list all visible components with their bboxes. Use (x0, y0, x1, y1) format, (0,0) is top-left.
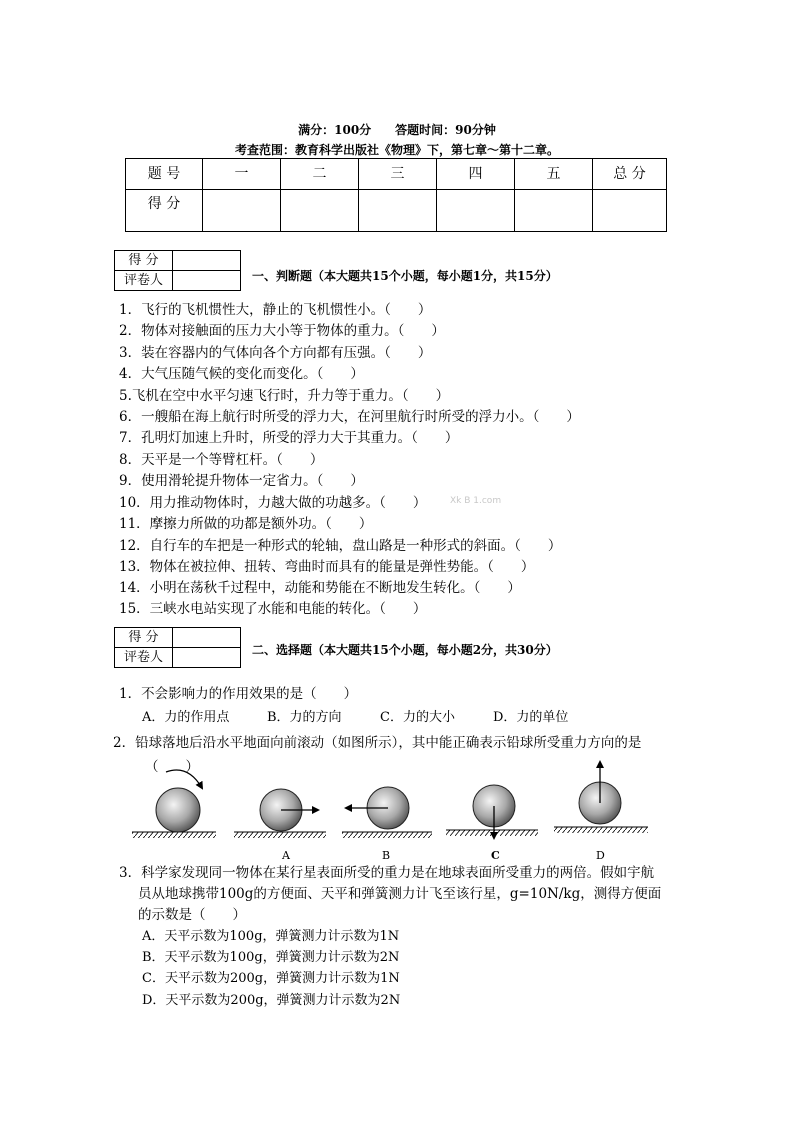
judge-question: 15．三峡水电站实现了水能和电能的转化。（ ） (119, 601, 427, 617)
score-cell[interactable] (593, 190, 667, 232)
q3-option-c: C．天平示数为200g，弹簧测力计示数为1N (142, 971, 400, 986)
judge-question: 1．飞行的飞机惯性大，静止的飞机惯性小。（ ） (119, 302, 432, 318)
judge-question: 7．孔明灯加速上升时，所受的浮力大于其重力。（ ） (119, 430, 459, 446)
option-b: B．力的方向 (267, 710, 342, 725)
judge-question: 11．摩擦力所做的功都是额外功。（ ） (119, 516, 373, 532)
q3-option-a: A．天平示数为100g，弹簧测力计示数为1N (142, 929, 400, 944)
choice-question-3-line2: 员从地球携带100g的方便面、天平和弹簧测力计飞至该行星，g=10N/kg，测得方便面 (138, 886, 662, 902)
choice-question-3-line3: 的示数是（ ） (138, 907, 246, 923)
judge-question: 12．自行车的车把是一种形式的轮轴，盘山路是一种形式的斜面。（ ） (119, 538, 562, 554)
score-header-cell: 一 (203, 159, 281, 190)
section1-title: 一、判断题（本大题共15个小题，每小题1分，共15分） (252, 269, 558, 283)
watermark: Xk B 1.com (450, 496, 502, 506)
score-header-cell: 三 (359, 159, 437, 190)
judge-question: 4．大气压随气候的变化而变化。（ ） (119, 366, 364, 382)
grader-name-label: 评卷人 (115, 648, 173, 668)
judge-question: 5.飞机在空中水平匀速飞行时，升力等于重力。（ ） (119, 388, 450, 404)
score-header-cell: 题 号 (126, 159, 203, 190)
option-a: A．力的作用点 (142, 710, 230, 725)
score-cell[interactable] (515, 190, 593, 232)
exam-scope: 考查范围：教育科学出版社《物理》下，第七章～第十二章。 (234, 143, 559, 157)
score-header-cell: 五 (515, 159, 593, 190)
score-cell[interactable] (437, 190, 515, 232)
exam-info: 满分：100分 答题时间：90分钟 (298, 123, 496, 137)
score-header-cell: 总 分 (593, 159, 667, 190)
grader-box (114, 250, 241, 291)
figure-label-a: A (282, 849, 290, 862)
judge-question: 14．小明在荡秋千过程中，动能和势能在不断地发生转化。（ ） (119, 580, 521, 596)
grader-name-cell[interactable] (173, 648, 241, 668)
score-cell[interactable] (203, 190, 281, 232)
score-cell[interactable] (281, 190, 359, 232)
figure-label-b: B (382, 849, 391, 862)
judge-question: 6．一艘船在海上航行时所受的浮力大，在河里航行时所受的浮力小。（ ） (119, 409, 580, 425)
section2-title: 二、选择题（本大题共15个小题，每小题2分，共30分） (252, 643, 558, 657)
q3-option-b: B．天平示数为100g，弹簧测力计示数为2N (142, 950, 400, 965)
option-d: D．力的单位 (493, 710, 569, 725)
judge-question: 10．用力推动物体时，力越大做的功越多。（ ） (119, 495, 427, 511)
score-header-cell: 四 (437, 159, 515, 190)
grader-name-label: 评卷人 (115, 271, 173, 291)
grader-score-label: 得 分 (115, 628, 173, 648)
grader-score-cell[interactable] (173, 628, 241, 648)
judge-question: 2．物体对接触面的压力大小等于物体的重力。（ ） (119, 323, 445, 339)
score-header-cell: 二 (281, 159, 359, 190)
judge-question: 3．装在容器内的气体向各个方向都有压强。（ ） (119, 345, 432, 361)
grader-score-label: 得 分 (115, 251, 173, 271)
choice-question-3-line1: 3．科学家发现同一物体在某行星表面所受的重力是在地球表面所受重力的两倍。假如宇航 (119, 865, 655, 881)
grader-score-cell[interactable] (173, 251, 241, 271)
figure-label-d: D (596, 849, 605, 862)
answer-paren: （ ） (145, 759, 199, 775)
judge-question: 8．天平是一个等臂杠杆。（ ） (119, 452, 324, 468)
ball-option-b (342, 787, 432, 838)
grader-box (114, 627, 241, 668)
score-table (125, 158, 667, 232)
ball-option-a (234, 789, 326, 838)
figure-label-c: C (491, 849, 500, 862)
ball-original (132, 770, 216, 838)
option-c: C．力的大小 (380, 710, 455, 725)
judge-question: 9．使用滑轮提升物体一定省力。（ ） (119, 473, 364, 489)
grader-name-cell[interactable] (173, 271, 241, 291)
judge-question: 13．物体在被拉伸、扭转、弯曲时而具有的能量是弹性势能。（ ） (119, 559, 535, 575)
choice-question-1: 1．不会影响力的作用效果的是（ ） (119, 686, 358, 702)
q3-option-d: D．天平示数为200g，弹簧测力计示数为2N (142, 993, 401, 1008)
ball-option-c (446, 785, 538, 838)
choice-question-2: 2．铅球落地后沿水平地面向前滚动（如图所示），其中能正确表示铅球所受重力方向的是 (113, 735, 642, 751)
ball-option-d (554, 762, 648, 833)
score-cell[interactable] (359, 190, 437, 232)
score-row-label: 得 分 (126, 190, 203, 232)
